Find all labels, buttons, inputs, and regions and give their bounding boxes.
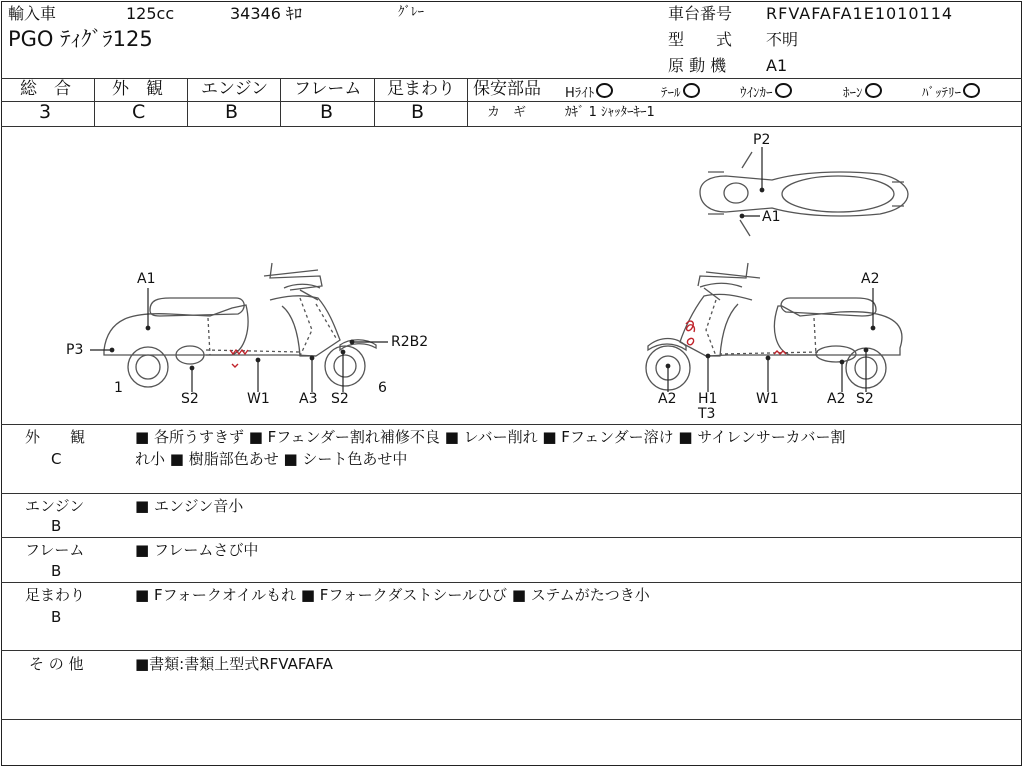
model-name: PGO ﾃｨｸﾞﾗ125 <box>8 27 153 51</box>
safety-horn: ﾎｰﾝ <box>843 83 882 100</box>
section-exterior-text-1: ■ 各所うすきず ■ Fフェンダー割れ補修不良 ■ レバー削れ ■ Fフェンダー溶け ■ サイレンサーカバー割 <box>135 428 846 446</box>
scooter-top-view <box>700 152 908 236</box>
grade-suspension: B <box>411 101 425 123</box>
engine-value: A1 <box>766 56 788 75</box>
grade-header-exterior: 外 観 <box>112 79 163 99</box>
label-a3: A3 <box>299 391 318 407</box>
grade-exterior: C <box>132 101 146 123</box>
engine-cc: 125cc <box>126 4 175 23</box>
grade-frame: B <box>320 101 334 123</box>
section-engine-text: ■ エンジン音小 <box>135 497 244 515</box>
ok-mark-icon <box>963 83 980 98</box>
label-w1-right: W1 <box>756 391 779 407</box>
section-other-text: ■書類:書類上型式RFVAFAFA <box>135 655 333 673</box>
body-color: ｸﾞﾚｰ <box>398 5 424 20</box>
section-frame-text: ■ フレームさび中 <box>135 541 259 559</box>
safety-winker: ｳｲﾝｶｰ <box>740 83 792 100</box>
section-exterior-grade: C <box>51 450 62 468</box>
label-a2-rear: A2 <box>827 391 846 407</box>
ok-mark-icon <box>865 83 882 98</box>
engine-label: 原 動 機 <box>668 56 727 75</box>
label-t3: T3 <box>698 406 716 422</box>
section-exterior-title: 外 観 <box>25 428 86 446</box>
ok-mark-icon <box>683 83 700 98</box>
import-label: 輸入車 <box>8 4 57 23</box>
label-s2-left-front: S2 <box>331 391 349 407</box>
mileage: 34346 ｷﾛ <box>230 4 302 23</box>
damage-marks <box>230 321 786 367</box>
safety-battery: ﾊﾞｯﾃﾘｰ <box>922 83 980 100</box>
label-r2b2: R2B2 <box>391 334 429 350</box>
label-h1: H1 <box>698 391 718 407</box>
label-a1-top: A1 <box>762 209 781 225</box>
label-p3: P3 <box>66 342 84 358</box>
type-label: 型 式 <box>668 30 733 49</box>
label-a2-top: A2 <box>861 271 880 287</box>
frame-no-value: RFVAFAFA1E1010114 <box>766 4 954 23</box>
section-engine-title: エンジン <box>25 497 85 515</box>
grade-header-engine: エンジン <box>201 79 269 99</box>
label-1: 1 <box>114 380 123 396</box>
section-frame-title: フレーム <box>25 541 85 559</box>
label-a2-front: A2 <box>658 391 677 407</box>
grade-engine: B <box>225 101 239 123</box>
label-s2-left: S2 <box>181 391 199 407</box>
section-exterior-text-2: れ小 ■ 樹脂部色あせ ■ シート色あせ中 <box>135 450 408 468</box>
label-6: 6 <box>378 380 387 396</box>
section-other-title: そ の 他 <box>29 655 84 673</box>
section-suspension-text: ■ Fフォークオイルもれ ■ Fフォークダストシールひび ■ ステムがたつき小 <box>135 586 650 604</box>
label-s2-right: S2 <box>856 391 874 407</box>
type-value: 不明 <box>766 30 799 49</box>
label-p2: P2 <box>753 132 771 148</box>
frame-no-label: 車台番号 <box>668 4 733 23</box>
section-engine-grade: B <box>51 517 62 535</box>
grade-header-frame: フレーム <box>294 79 362 99</box>
key-value: ｶｷﾞ 1 ｼｬｯﾀｰｷｰ1 <box>565 105 655 120</box>
ok-mark-icon <box>596 83 613 98</box>
section-suspension-grade: B <box>51 608 62 626</box>
label-w1-left: W1 <box>247 391 270 407</box>
grade-header-suspension: 足まわり <box>387 79 455 99</box>
grade-header-overall: 総 合 <box>20 79 71 99</box>
safety-tail: ﾃｰﾙ <box>661 83 700 100</box>
grade-overall: 3 <box>39 101 52 123</box>
label-a1-left: A1 <box>137 271 156 287</box>
ok-mark-icon <box>775 83 792 98</box>
section-frame-grade: B <box>51 562 62 580</box>
key-label: カ ギ <box>487 105 527 120</box>
safety-headlight: Hﾗｲﾄ <box>565 83 613 100</box>
section-suspension-title: 足まわり <box>25 586 86 604</box>
safety-label: 保安部品 <box>473 79 541 99</box>
